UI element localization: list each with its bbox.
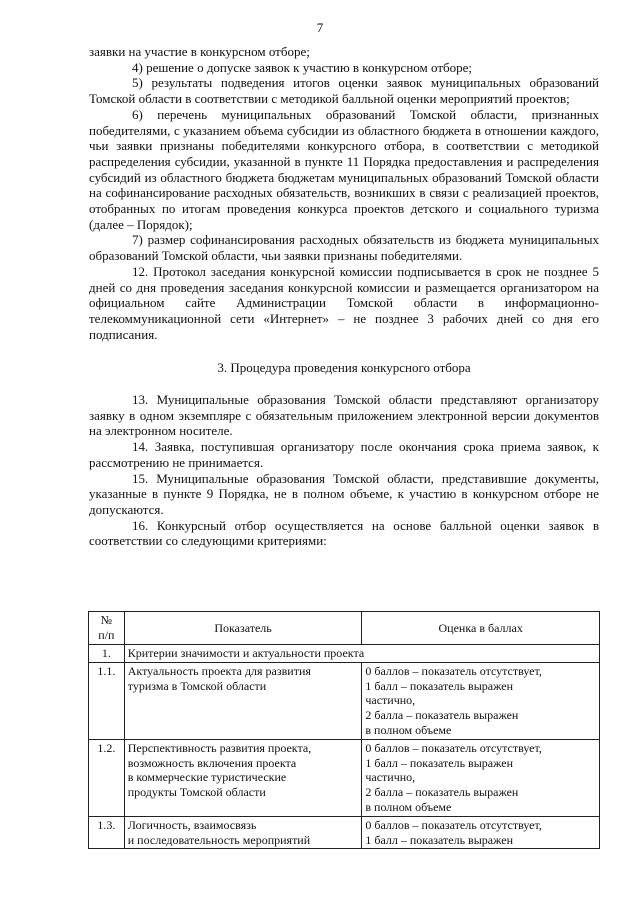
text-line: частично,	[365, 693, 416, 708]
row-indicator	[124, 816, 362, 849]
row-number: 1.3.	[89, 816, 125, 849]
text-line: 2 балла – показатель выражен	[365, 708, 519, 723]
text-line: в полном объеме	[365, 722, 452, 737]
section-number: 1.	[89, 645, 125, 663]
text-line: 2 балла – показатель выражен	[365, 785, 519, 800]
section-title: Критерии значимости и актуальности проекта	[124, 645, 599, 663]
text-line: Перспективность развития проекта,	[127, 740, 312, 755]
paragraph: 15. Муниципальные образования Томской области, представившие документы, указанные в пункте 9 Порядка, не в полном объеме, к участию в конкурсном отборе не допускаются.	[89, 470, 599, 517]
text-line: 1 балл – показатель выражен	[365, 755, 513, 770]
table-row	[89, 662, 600, 739]
paragraph: 7) размер софинансирования расходных обязательств из бюджета муниципальных образований Томской области, чьи заявки признаны победителями.	[89, 232, 599, 264]
header-score: Оценка в баллах	[362, 612, 600, 645]
text-line: 1 балл – показатель выражен	[365, 832, 513, 847]
paragraph: заявки на участие в конкурсном отборе;	[89, 44, 310, 59]
text-line: Актуальность проекта для развития	[127, 663, 311, 678]
text-line: 0 баллов – показатель отсутствует,	[365, 817, 542, 832]
row-score	[362, 662, 600, 739]
header-number-line: п/п	[98, 628, 115, 642]
header-number	[89, 612, 125, 645]
text-line: в полном объеме	[365, 799, 452, 814]
table-section-row	[89, 645, 600, 663]
text-line: 0 баллов – показатель отсутствует,	[365, 663, 542, 678]
section-heading: 3. Процедура проведения конкурсного отбора	[217, 360, 471, 376]
row-number: 1.2.	[89, 739, 125, 816]
table-header-row	[89, 612, 600, 645]
document-body	[89, 44, 599, 549]
paragraph: 12. Протокол заседания конкурсной комиссии подписывается в срок не позднее 5 дней со дня проведения заседания конкурсной комиссии и размещается организатором на официальном сайте Администрации Томской области в информационно-телекоммуникационной сети «Интернет» – не позднее 3 рабочих дней со дня его подписания.	[89, 263, 599, 342]
criteria-table	[88, 611, 600, 849]
text-line: и последовательность мероприятий	[127, 832, 311, 847]
row-score	[362, 816, 600, 849]
paragraph: 13. Муниципальные образования Томской области представляют организатору заявку в одном экземпляре с обязательным приложением электронной версии документов на электронном носителе.	[89, 392, 599, 439]
row-score	[362, 739, 600, 816]
row-number: 1.1.	[89, 662, 125, 739]
text-line: частично,	[365, 770, 416, 785]
text-line: в коммерческие туристические	[127, 770, 287, 785]
row-indicator	[124, 662, 362, 739]
paragraph: 6) перечень муниципальных образований Томской области, признанных победителями, с указанием объема субсидии из областного бюджета в отношении каждого, чьи заявки признаны победителями конкурсного отбора, в соответствии с методикой распределения субсидии, указанной в пункте 11 Порядка предоставления и распределения субсидий из областного бюджета бюджетам муниципальных образований Томской области на софинансирование расходных обязательств, возникших в связи с реализацией проектов, отобранных по итогам проведения конкурса проектов детского и социального туризма (далее – Порядок);	[89, 106, 599, 232]
paragraph: 5) результаты подведения итогов оценки заявок муниципальных образований Томской области в соответствии с методикой балльной оценки мероприятий проектов;	[89, 75, 599, 107]
text-line: 1 балл – показатель выражен	[365, 678, 513, 693]
page-number: 7	[316, 20, 324, 35]
paragraph: 14. Заявка, поступившая организатору после окончания срока приема заявок, к рассмотрению не принимается.	[89, 439, 599, 470]
text-line: продукты Томской области	[127, 785, 266, 800]
header-indicator: Показатель	[124, 612, 362, 645]
paragraph: 4) решение о допуске заявок к участию в конкурсном отборе;	[132, 59, 473, 75]
row-indicator	[124, 739, 362, 816]
paragraph: 16. Конкурсный отбор осуществляется на основе балльной оценки заявок в соответствии со следующими критериями:	[89, 517, 599, 549]
text-line: Логичность, взаимосвязь	[127, 817, 257, 832]
text-line: туризма в Томской области	[127, 678, 267, 693]
text-line: возможность включения проекта	[127, 755, 297, 770]
header-number-line: №	[100, 613, 113, 628]
table-row	[89, 739, 600, 816]
text-line: 0 баллов – показатель отсутствует,	[365, 740, 542, 755]
table-row	[89, 816, 600, 849]
